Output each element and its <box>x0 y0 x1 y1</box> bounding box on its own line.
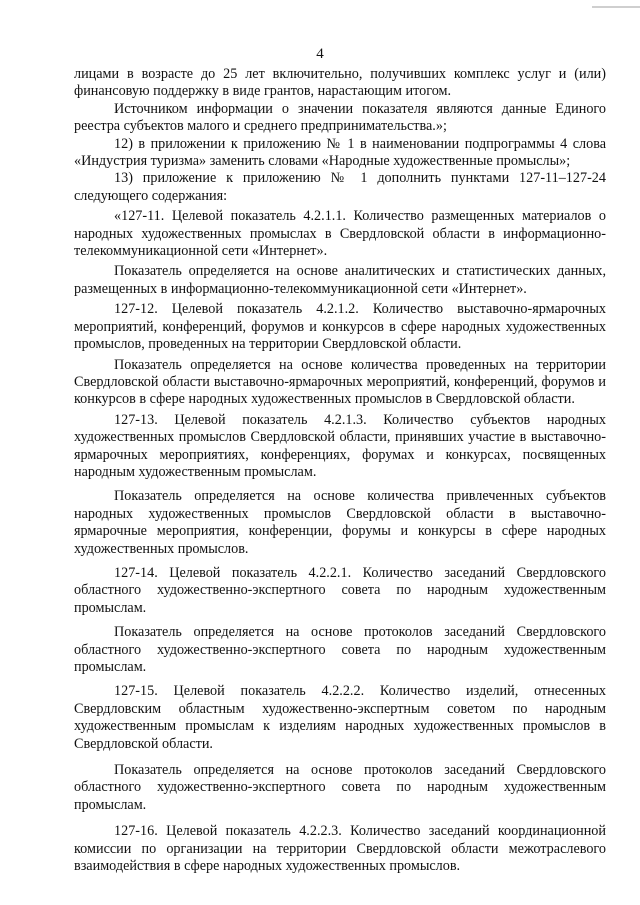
page-number: 4 <box>316 46 324 62</box>
paragraph-point-127-16: 127-16. Целевой показатель 4.2.2.3. Количество заседаний координационной комиссии по организации на территории Свердловской области межотраслевого взаимодействия в сфере народных художественных промыслов. <box>74 823 606 875</box>
document-body <box>74 66 606 875</box>
paragraph-point-127-13-method: Показатель определяется на основе количества привлеченных субъектов народных художественных промыслов Свердловской области в выставочно-ярмарочные мероприятия, конференции, форумы и конкурсы в сфере народных художественных промыслов. <box>74 488 606 557</box>
paragraph-point-127-13: 127-13. Целевой показатель 4.2.1.3. Количество субъектов народных художественных промыслов Свердловской области, принявших участие в выставочно-ярмарочных мероприятиях, конференциях, форумах и конкурсах, посвященных народным художественным промыслам. <box>74 411 606 480</box>
scan-corner-mark <box>592 6 640 8</box>
paragraph-point-127-12-method: Показатель определяется на основе количества проведенных на территории Свердловской области выставочно-ярмарочных мероприятий, конференций, форумов и конкурсов в сфере народных художественных промыслов в Свердловской области. <box>74 356 606 408</box>
paragraph-point-127-14: 127-14. Целевой показатель 4.2.2.1. Количество заседаний Свердловского областного художественно-экспертного совета по народным художественным промыслам. <box>74 564 606 616</box>
paragraph-point-127-12: 127-12. Целевой показатель 4.2.1.2. Количество выставочно-ярмарочных мероприятий, конференций, форумов и конкурсов в сфере народных художественных промыслов, проведенных на территории Свердловской области. <box>74 301 606 353</box>
paragraph-point-127-11: «127-11. Целевой показатель 4.2.1.1. Количество размещенных материалов о народных художественных промыслах в Свердловской области в информационно-телекоммуникационной сети «Интернет». <box>74 208 606 260</box>
paragraph-point-127-11-method: Показатель определяется на основе аналитических и статистических данных, размещенных в информационно-телекоммуникационной сети «Интернет». <box>74 263 606 297</box>
paragraph-point-127-15-method: Показатель определяется на основе протоколов заседаний Свердловского областного художественно-экспертного совета по народным художественным промыслам. <box>74 762 606 813</box>
paragraph-point-127-14-method: Показатель определяется на основе протоколов заседаний Свердловского областного художественно-экспертного совета по народным художественным промыслам. <box>74 624 606 675</box>
paragraph-continuation: лицами в возрасте до 25 лет включительно, получивших комплекс услуг и (или) финансовую поддержку в виде грантов, нарастающим итогом. <box>74 66 606 100</box>
paragraph-point-127-15: 127-15. Целевой показатель 4.2.2.2. Количество изделий, отнесенных Свердловским областным художественно-экспертным советом по народным художественным промыслам к изделиям народных художественных промыслов в Свердловской области. <box>74 683 606 752</box>
paragraph-item-12: 12) в приложении к приложению № 1 в наименовании подпрограммы 4 слова «Индустрия туризма» заменить словами «Народные художественные промыслы»; <box>74 135 606 170</box>
paragraph-information-source: Источником информации о значении показателя являются данные Единого реестра субъектов малого и среднего предпринимательства.»; <box>74 100 606 135</box>
paragraph-item-13: 13) приложение к приложению № 1 дополнить пунктами 127-11–127-24 следующего содержания: <box>74 170 606 204</box>
